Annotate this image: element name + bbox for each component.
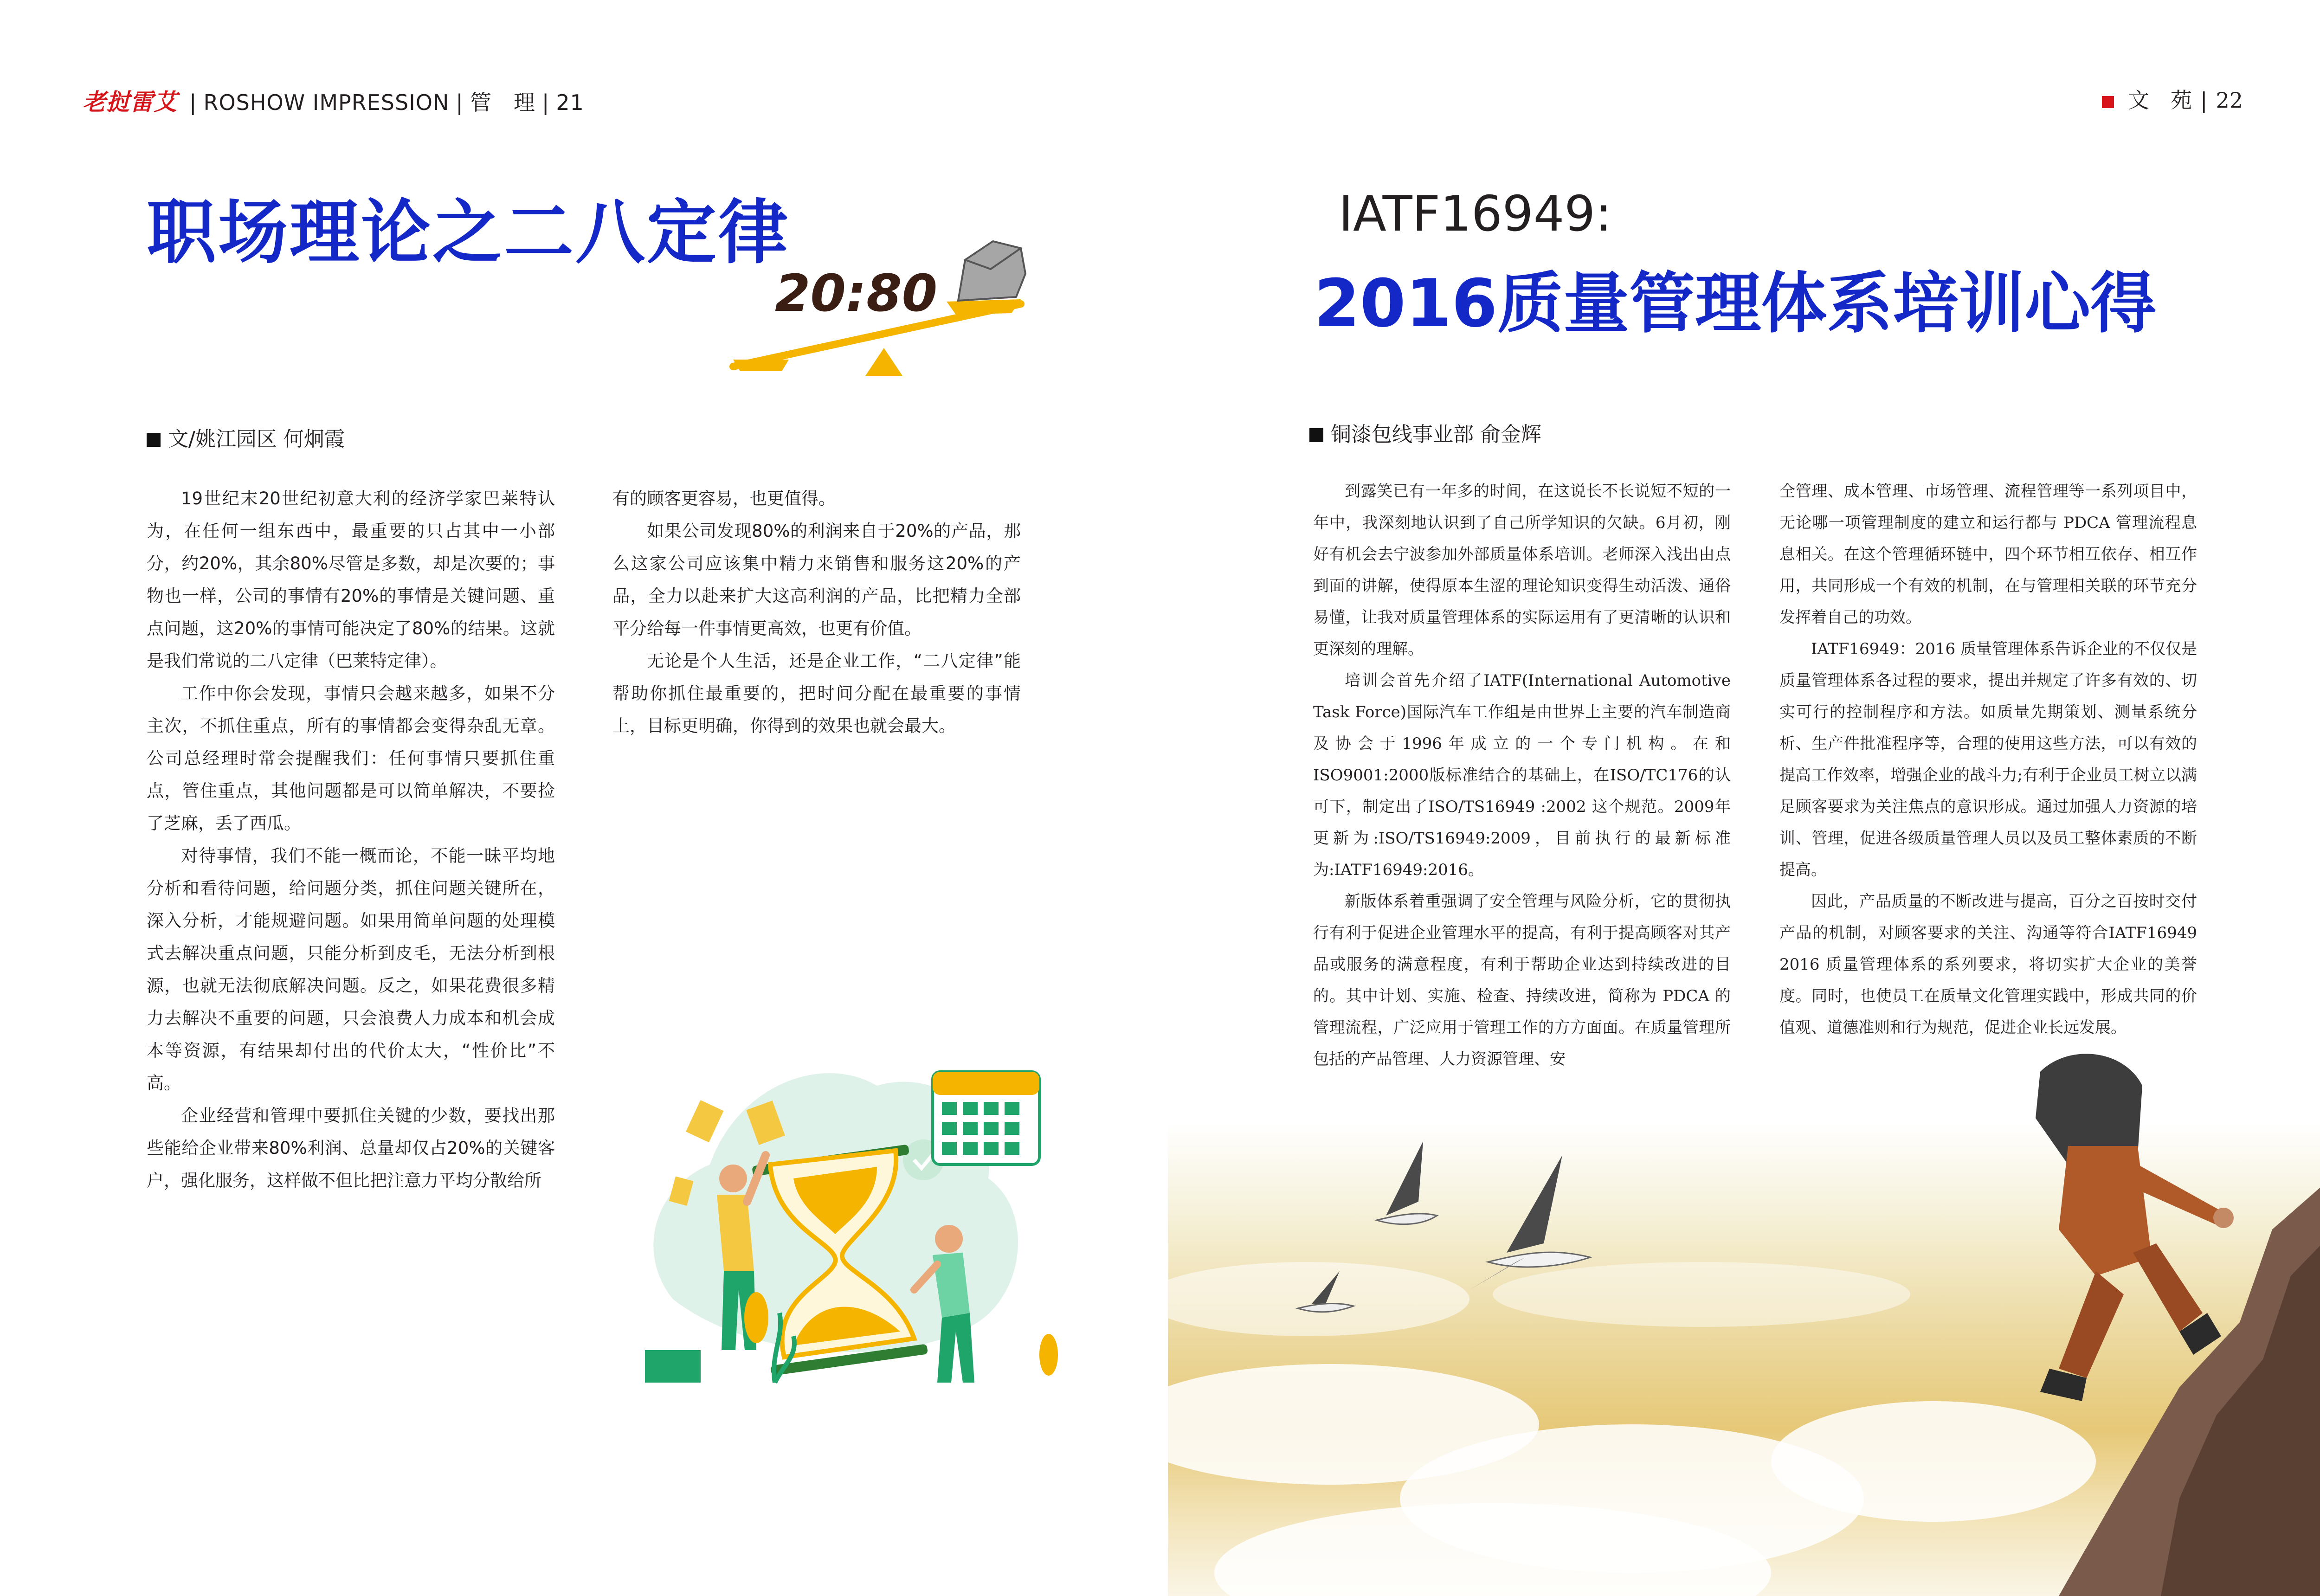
left-column-1 — [147, 483, 555, 1197]
paragraph: 新版体系着重强调了安全管理与风险分析，它的贯彻执行有利于促进企业管理水平的提高，有利于提高顾客对其产品或服务的满意程度，有利于帮助企业达到持续改进的目的。其中计划、实施、检查、持续改进，简称为 PDCA 的管理流程，广泛应用于管理工作的方方面面。在质量管理所包括的产品管理、人力资源管理、安 — [1313, 892, 1731, 1068]
paper-icon — [686, 1100, 724, 1142]
left-column-2 — [612, 483, 1021, 742]
paragraph: 无论是个人生活，还是企业工作，“二八定律”能帮助你抓住最重要的，把时间分配在最重要的事情上，目标更明确，你得到的效果也就会最大。 — [612, 651, 1021, 736]
box-icon — [645, 1350, 701, 1383]
rock-climber-illustration — [1920, 1035, 2320, 1596]
paragraph: 全管理、成本管理、市场管理、流程管理等一系列项目中，无论哪一项管理制度的建立和运行都与 PDCA 管理流程息息相关。在这个管理循环链中，四个环节相互依存、相互作用，共同形成一个有效的机制，在与管理相关联的环节充分发挥着自己的功效。 — [1779, 482, 2197, 627]
page-number: 21 — [556, 90, 584, 115]
leaf-icon — [744, 1292, 768, 1343]
brand-name: ROSHOW IMPRESSION — [203, 90, 450, 115]
right-byline: 铜漆包线事业部 俞金辉 — [1309, 418, 1541, 447]
bullet-square-icon — [147, 433, 161, 447]
scale-pan-left — [733, 360, 789, 371]
hourglass-illustration — [617, 1011, 1081, 1401]
seagulls-illustration — [1284, 1123, 1701, 1332]
paragraph: 19世纪末20世纪初意大利的经济学家巴莱特认为，在任何一组东西中，最重要的只占其中一小部分，约20%，其余80%尽管是多数，却是次要的；事物也一样，公司的事情有20%的事情是关键问题、重点问题，这20%的事情可能决定了80%的结果。这就是我们常说的二八定律（巴莱特定律）。 — [147, 489, 555, 671]
paragraph: IATF16949：2016 质量管理体系告诉企业的不仅仅是质量管理体系各过程的要求，提出并规定了许多有效的、切实可行的控制程序和方法。如质量先期策划、测量系统分析、生产件批准程序等，合理的使用这些方法，可以有效的提高工作效率，增强企业的战斗力;有利于企业员工树立以满足顾客要求为关注焦点的意识形成。通过加强人力资源的培训、管理，促进各级质量管理人员以及员工整体素质的不断提高。 — [1779, 640, 2197, 879]
right-column-2 — [1779, 476, 2197, 1043]
paragraph: 对待事情，我们不能一概而论，不能一昧平均地分析和看待问题，给问题分类，抓住问题关键所在，深入分析，才能规避问题。如果用简单问题的处理模式去解决重点问题，只能分析到皮毛，无法分析到根源，也就无法彻底解决问题。反之，如果花费很多精力去解决不重要的问题，只会浪费人力成本和机会成本等资源，有结果却付出的代价太大，“性价比”不高。 — [147, 846, 555, 1093]
magazine-logo: 老挝雷艾 — [83, 88, 177, 116]
paragraph: 有的顾客更容易，也更值得。 — [612, 489, 836, 508]
seagull-icon — [1469, 1155, 1590, 1290]
balance-scale-illustration — [724, 232, 1049, 390]
red-square-icon — [2102, 96, 2114, 108]
rock-icon — [958, 241, 1025, 301]
right-page — [1168, 0, 2320, 1596]
paragraph: 如果公司发现80%的利润来自于20%的产品，那么这家公司应该集中精力来销售和服务这20%的产品，全力以赴来扩大这高利润的产品，比把精力全部平分给每一件事情更高效，也更有价值。 — [612, 521, 1021, 638]
article-title: 职场理论之二八定律 — [147, 193, 790, 273]
article-title-line1: IATF16949: — [1339, 186, 1612, 242]
article-title-line2: 2016质量管理体系培训心得 — [1314, 265, 2157, 342]
ratio-text: 20:80 — [775, 264, 938, 323]
left-running-header: 老挝雷艾 | ROSHOW IMPRESSION | 管 理 | 21 — [83, 88, 584, 116]
scale-fulcrum — [865, 348, 902, 376]
bullet-square-icon — [1309, 428, 1323, 442]
paragraph: 企业经营和管理中要抓住关键的少数，要找出那些能给企业带来80%利润、总量却仅占20%的关键客户，强化服务，这样做不但比把注意力平均分散给所 — [147, 1106, 555, 1191]
climber-figure — [2036, 1054, 2234, 1401]
paragraph: 培训会首先介绍了IATF(International Automotive Task Force)国际汽车工作组是由世界上主要的汽车制造商及协会于1996年成立的一个专门机构。在和ISO9001:2000版标准结合的基础上，在ISO/TC176的认可下，制定出了ISO/TS16949 :2002 这个规范。2009年更新为:ISO/TS16949:2009，目前执行的最新标准为:IATF16949:2016。 — [1313, 671, 1731, 879]
paragraph: 因此，产品质量的不断改进与提高，百分之百按时交付产品的机制，对顾客要求的关注、沟通等符合IATF16949 2016 质量管理体系的系列要求，将切实扩大企业的美誉度。同时，也使员工在质量文化管理实践中，形成共同的价值观、道德准则和行为规范，促进企业长远发展。 — [1779, 892, 2197, 1037]
section-name: 文 苑 — [2127, 88, 2192, 113]
leaf-icon — [1039, 1334, 1058, 1376]
section-name: 管 理 — [470, 90, 535, 115]
right-running-header: 文 苑 | 22 — [2102, 84, 2243, 114]
seagull-icon — [1377, 1141, 1437, 1224]
seagull-icon — [1298, 1271, 1353, 1312]
right-column-1 — [1313, 476, 1731, 1075]
paragraph: 到露笑已有一年多的时间，在这说长不长说短不短的一年中，我深刻地认识到了自己所学知识的欠缺。6月初，刚好有机会去宁波参加外部质量体系培训。老师深入浅出由点到面的讲解，使得原本生涩的理论知识变得生动活泼、通俗易懂，让我对质量管理体系的实际运用有了更清晰的认识和更深刻的理解。 — [1313, 482, 1731, 658]
calendar-icon — [933, 1072, 1039, 1165]
left-byline: 文/姚江园区 何炯霞 — [147, 422, 345, 452]
paragraph: 工作中你会发现，事情只会越来越多，如果不分主次，不抓住重点，所有的事情都会变得杂乱无章。公司总经理时常会提醒我们：任何事情只要抓住重点，管住重点，其他问题都是可以简单解决，不要捡了芝麻，丢了西瓜。 — [147, 683, 555, 833]
page-number: 22 — [2216, 88, 2243, 113]
